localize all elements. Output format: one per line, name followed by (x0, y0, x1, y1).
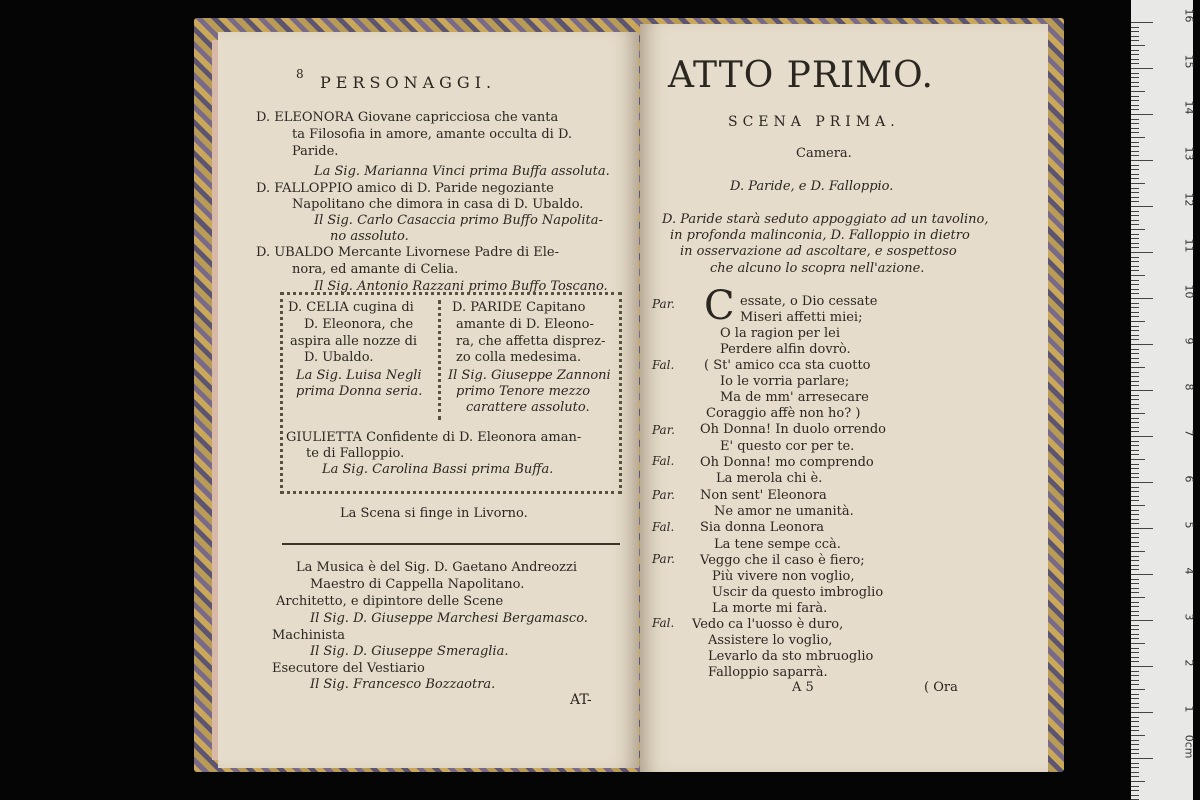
ruler-tick (1131, 537, 1139, 538)
ruler-tick (1131, 224, 1139, 225)
ruler-tick (1131, 454, 1139, 455)
ruler-tick (1131, 27, 1139, 28)
page-number: 8 (296, 67, 304, 81)
ruler-tick (1131, 675, 1139, 676)
ruler-tick (1131, 712, 1153, 713)
ruler-tick (1131, 703, 1139, 704)
ruler-tick (1131, 684, 1139, 685)
ruler-tick (1131, 45, 1145, 46)
ruler-label: 4 (1182, 567, 1196, 575)
dialogue-line: Sia donna Leonora (700, 520, 825, 535)
ruler-tick (1131, 510, 1139, 511)
ruler-tick (1131, 137, 1145, 138)
ruler-tick (1131, 174, 1139, 175)
ruler-tick (1131, 781, 1145, 782)
ruler-tick (1131, 261, 1139, 262)
ruler-tick (1131, 59, 1139, 60)
left-text-line: primo Tenore mezzo (456, 384, 591, 399)
speaker-label: Fal. (652, 616, 675, 630)
ruler-label: 14 (1182, 100, 1196, 115)
ruler-tick (1131, 105, 1139, 106)
ruler-tick (1131, 330, 1139, 331)
ruler-tick (1131, 643, 1145, 644)
dialogue-line: Ma de mm' arresecare (720, 390, 869, 405)
ruler-tick (1131, 211, 1139, 212)
left-text-line: Il Sig. Francesco Bozzaotra. (310, 677, 496, 692)
left-text-line: zo colla medesima. (456, 350, 582, 365)
ruler-tick (1131, 767, 1139, 768)
ruler-label: 3 (1182, 613, 1196, 621)
ruler-tick (1131, 183, 1145, 184)
scene-location: Camera. (796, 146, 852, 161)
left-text-line: amante di D. Eleono- (456, 317, 594, 332)
ruler-tick (1131, 307, 1139, 308)
catchword-right: ( Ora (924, 680, 958, 695)
ruler-tick (1131, 54, 1139, 55)
ruler-tick (1131, 312, 1139, 313)
ruler-tick (1131, 275, 1145, 276)
left-text-line: ta Filosofia in amore, amante occulta di D. (292, 127, 573, 142)
ruler-tick (1131, 473, 1139, 474)
ruler-tick (1131, 36, 1139, 37)
ruler-tick (1131, 178, 1139, 179)
left-text-line: GIULIETTA Confidente di D. Eleonora aman- (286, 430, 582, 445)
ruler-tick (1131, 772, 1139, 773)
ruler-tick (1131, 560, 1139, 561)
left-text-line: D. CELIA cugina di (288, 300, 414, 315)
ruler-tick (1131, 192, 1139, 193)
ruler-tick (1131, 464, 1139, 465)
ruler-tick (1131, 592, 1139, 593)
scene-heading: SCENA PRIMA. (728, 114, 900, 130)
left-text-line: D. ELEONORA Giovane capricciosa che vanta (256, 110, 559, 125)
ruler-tick (1131, 266, 1139, 267)
ruler-tick (1131, 528, 1153, 529)
ruler-tick (1131, 556, 1139, 557)
ruler-tick (1131, 234, 1139, 235)
ruler-tick (1131, 390, 1153, 391)
speaker-label: Par. (652, 423, 675, 437)
ruler-tick (1131, 615, 1139, 616)
ruler-tick (1131, 284, 1139, 285)
ruler-tick (1131, 280, 1139, 281)
ruler-tick (1131, 459, 1145, 460)
ruler-tick (1131, 344, 1153, 345)
ruler-tick (1131, 551, 1145, 552)
ruler-tick (1131, 413, 1145, 414)
ruler-tick (1131, 372, 1139, 373)
ruler-tick (1131, 740, 1139, 741)
ruler-tick (1131, 758, 1153, 759)
ruler-tick (1131, 339, 1139, 340)
ruler-tick (1131, 763, 1139, 764)
stage-direction-line: D. Paride starà seduto appoggiato ad un tavolino, (662, 212, 989, 227)
ruler-tick (1131, 500, 1139, 501)
dialogue-line: Perdere alfin dovrò. (720, 342, 851, 357)
catchword-left: AT- (570, 692, 592, 708)
ruler-tick (1131, 408, 1139, 409)
left-text-line: carattere assoluto. (466, 400, 590, 415)
personaggi-heading: PERSONAGGI. (320, 73, 497, 92)
ruler-tick (1131, 63, 1139, 64)
ruler-tick (1131, 109, 1139, 110)
left-text-line: Il Sig. Giuseppe Zannoni (448, 368, 611, 383)
ruler-tick (1131, 468, 1139, 469)
stage-direction-line: in osservazione ad ascoltare, e sospettoso (680, 244, 957, 259)
ruler-tick (1131, 73, 1139, 74)
ruler-tick (1131, 247, 1139, 248)
ruler-tick (1131, 565, 1139, 566)
left-text-line: La Sig. Marianna Vinci prima Buffa assoluta. (314, 164, 610, 179)
left-text-line: Maestro di Cappella Napolitano. (310, 577, 525, 592)
ruler-tick (1131, 316, 1139, 317)
cast-frame-divider (438, 300, 441, 420)
ruler-tick (1131, 487, 1139, 488)
ruler-tick (1131, 206, 1153, 207)
ruler-tick (1131, 514, 1139, 515)
ruler-tick (1131, 542, 1139, 543)
ruler-tick (1131, 404, 1139, 405)
ruler-tick (1131, 753, 1139, 754)
ruler-label: 1 (1182, 705, 1196, 713)
dialogue-line: Falloppio saparrà. (708, 665, 828, 680)
left-text-line: nora, ed amante di Celia. (292, 262, 459, 277)
left-text-line: La Sig. Luisa Negli (296, 368, 422, 383)
ruler-label: 15 (1182, 54, 1196, 69)
dialogue-line: essate, o Dio cessate (740, 294, 878, 309)
ruler-tick (1131, 776, 1139, 777)
ruler-tick (1131, 597, 1145, 598)
ruler-tick (1131, 652, 1139, 653)
ruler-tick (1131, 790, 1139, 791)
speaker-label: Par. (652, 297, 675, 311)
drop-cap: C (704, 283, 735, 329)
ruler-tick (1131, 786, 1139, 787)
ruler-tick (1131, 441, 1139, 442)
ruler-tick (1131, 91, 1145, 92)
left-text-line: Il Sig. D. Giuseppe Smeraglia. (310, 644, 509, 659)
ruler-tick (1131, 606, 1139, 607)
ruler-tick (1131, 795, 1139, 796)
dialogue-line: Ne amor ne umanità. (714, 504, 854, 519)
ruler-tick (1131, 298, 1153, 299)
ruler-tick (1131, 721, 1139, 722)
ruler-tick (1131, 680, 1139, 681)
left-text-line: Paride. (292, 144, 339, 159)
dialogue-line: La morte mi farà. (712, 601, 828, 616)
left-text-line: D. FALLOPPIO amico di D. Paride negoziante (256, 181, 554, 196)
ruler-tick (1131, 303, 1139, 304)
ruler-tick (1131, 730, 1139, 731)
ruler-label: 7 (1182, 429, 1196, 437)
ruler-tick (1131, 82, 1139, 83)
ruler-tick (1131, 142, 1139, 143)
left-text-line: D. Ubaldo. (304, 350, 374, 365)
ruler-tick (1131, 165, 1139, 166)
left-text-line: Il Sig. Antonio Razzani primo Buffo Toscano. (314, 279, 608, 294)
left-text-line: Il Sig. Carlo Casaccia primo Buffo Napolita- (314, 213, 603, 228)
ruler-tick (1131, 86, 1139, 87)
ruler-tick (1131, 602, 1139, 603)
ruler-tick (1131, 749, 1139, 750)
ruler-tick (1131, 726, 1139, 727)
ruler-tick (1131, 376, 1139, 377)
ruler-tick (1131, 546, 1139, 547)
ruler-tick (1131, 132, 1139, 133)
left-text-line: D. PARIDE Capitano (452, 300, 586, 315)
ruler-tick (1131, 523, 1139, 524)
dialogue-line: La tene sempe ccà. (714, 537, 841, 552)
ruler-tick (1131, 611, 1139, 612)
ruler-tick (1131, 431, 1139, 432)
stage-direction-line: che alcuno lo scopra nell'azione. (710, 261, 925, 276)
ruler-tick (1131, 491, 1139, 492)
ruler-tick (1131, 735, 1145, 736)
ruler-tick (1131, 119, 1139, 120)
dialogue-line: Miseri affetti miei; (740, 310, 863, 325)
ruler-tick (1131, 694, 1139, 695)
ruler-tick (1131, 160, 1153, 161)
ruler-tick (1131, 666, 1153, 667)
ruler-label: 8 (1182, 383, 1196, 391)
left-text-line: Architetto, e dipintore delle Scene (276, 594, 504, 609)
ruler-label: 10 (1182, 284, 1196, 299)
ruler-tick (1131, 385, 1139, 386)
ruler-tick (1131, 335, 1139, 336)
ruler-tick (1131, 215, 1139, 216)
left-text-line: Machinista (272, 628, 346, 643)
ruler-tick (1131, 252, 1153, 253)
ruler-tick (1131, 634, 1139, 635)
left-text-line: D. Eleonora, che (304, 317, 414, 332)
ruler-label: 0cm (1182, 734, 1196, 759)
ruler-tick (1131, 698, 1139, 699)
ruler-tick (1131, 395, 1139, 396)
dialogue-line: Veggo che il caso è fiero; (700, 553, 865, 568)
stage-direction-line: in profonda malinconia, D. Falloppio in dietro (670, 228, 970, 243)
ruler-label: 6 (1182, 475, 1196, 483)
ruler-tick (1131, 477, 1139, 478)
ruler-tick (1131, 574, 1153, 575)
ruler-label: 2 (1182, 659, 1196, 667)
ruler-tick (1131, 625, 1139, 626)
dialogue-line: Oh Donna! In duolo orrendo (700, 422, 887, 437)
ruler-tick (1131, 358, 1139, 359)
ruler-tick (1131, 717, 1139, 718)
ruler-tick (1131, 349, 1139, 350)
ruler-tick (1131, 229, 1145, 230)
ruler-tick (1131, 519, 1139, 520)
speaker-label: Par. (652, 552, 675, 566)
ruler-tick (1131, 77, 1139, 78)
left-text-line: Esecutore del Vestiario (272, 661, 425, 676)
ruler-tick (1131, 353, 1139, 354)
ruler-tick (1131, 620, 1153, 621)
ruler-label: 12 (1182, 192, 1196, 207)
ruler-tick (1131, 689, 1145, 690)
ruler-tick (1131, 436, 1153, 437)
dialogue-line: O la ragion per lei (720, 326, 840, 341)
ruler-tick (1131, 450, 1139, 451)
ruler-tick (1131, 569, 1139, 570)
ruler-tick (1131, 671, 1139, 672)
ruler-tick (1131, 367, 1145, 368)
speaker-label: Fal. (652, 454, 675, 468)
ruler-tick (1131, 100, 1139, 101)
left-text-line: La Sig. Carolina Bassi prima Buffa. (322, 462, 554, 477)
dialogue-line: Più vivere non voglio, (712, 569, 855, 584)
ruler-tick (1131, 146, 1139, 147)
left-text-line: te di Falloppio. (306, 446, 405, 461)
page-signature: A 5 (792, 680, 814, 695)
ruler-tick (1131, 321, 1145, 322)
measuring-ruler (1131, 0, 1196, 800)
ruler-tick (1131, 151, 1139, 152)
ruler-label: 11 (1182, 238, 1196, 253)
dialogue-line: La merola chi è. (716, 471, 823, 486)
ruler-tick (1131, 583, 1139, 584)
dialogue-line: Io le vorria parlare; (720, 374, 850, 389)
scene-characters: D. Paride, e D. Falloppio. (730, 179, 894, 194)
ruler-tick (1131, 638, 1139, 639)
ruler-tick (1131, 155, 1139, 156)
ruler-tick (1131, 505, 1145, 506)
dialogue-line: Non sent' Eleonora (700, 488, 827, 503)
dialogue-line: Vedo ca l'uosso è duro, (692, 617, 844, 632)
dialogue-line: Uscir da questo imbroglio (712, 585, 884, 600)
left-text-line: La Musica è del Sig. D. Gaetano Andreozzi (296, 560, 578, 575)
speaker-label: Par. (652, 488, 675, 502)
ruler-label: 13 (1182, 146, 1196, 161)
dialogue-line: Oh Donna! mo comprendo (700, 455, 874, 470)
left-text-line: Napolitano che dimora in casa di D. Ubaldo. (292, 197, 584, 212)
ruler-tick (1131, 579, 1139, 580)
ruler-tick (1131, 22, 1153, 23)
dialogue-line: E' questo cor per te. (720, 439, 855, 454)
ruler-tick (1131, 362, 1139, 363)
ruler-tick (1131, 399, 1139, 400)
ruler-tick (1131, 220, 1139, 221)
ruler-tick (1131, 707, 1139, 708)
ruler-tick (1131, 533, 1139, 534)
ruler-label: 16 (1182, 8, 1196, 23)
speaker-label: Fal. (652, 358, 675, 372)
dialogue-line: Coraggio affè non ho? ) (706, 406, 861, 421)
left-text-line: aspira alle nozze di (290, 334, 418, 349)
dialogue-line: Assistere lo voglio, (708, 633, 833, 648)
ruler-tick (1131, 123, 1139, 124)
left-text-line: no assoluto. (330, 229, 409, 244)
ruler-tick (1131, 661, 1139, 662)
ruler-tick (1131, 188, 1139, 189)
ruler-tick (1131, 588, 1139, 589)
ruler-tick (1131, 169, 1139, 170)
ruler-tick (1131, 648, 1139, 649)
divider-rule (282, 543, 620, 545)
ruler-tick (1131, 422, 1139, 423)
ruler-tick (1131, 238, 1139, 239)
ruler-tick (1131, 31, 1139, 32)
ruler-label: 9 (1182, 337, 1196, 345)
act-title: ATTO PRIMO. (668, 55, 934, 96)
ruler-tick (1131, 496, 1139, 497)
ruler-tick (1131, 243, 1139, 244)
left-text-line: prima Donna seria. (296, 384, 423, 399)
ruler-tick (1131, 289, 1139, 290)
ruler-tick (1131, 293, 1139, 294)
ruler-tick (1131, 418, 1139, 419)
dialogue-line: ( St' amico cca sta cuotto (704, 358, 871, 373)
ruler-tick (1131, 326, 1139, 327)
ruler-tick (1131, 201, 1139, 202)
left-text-line: ra, che affetta disprez- (456, 334, 606, 349)
ruler-tick (1131, 657, 1139, 658)
ruler-tick (1131, 629, 1139, 630)
dialogue-line: Levarlo da sto mbruoglio (708, 649, 874, 664)
ruler-tick (1131, 482, 1153, 483)
ruler-tick (1131, 270, 1139, 271)
ruler-tick (1131, 427, 1139, 428)
ruler-tick (1131, 50, 1139, 51)
ruler-tick (1131, 114, 1153, 115)
ruler-tick (1131, 40, 1139, 41)
left-text-line: La Scena si finge in Livorno. (340, 506, 528, 521)
ruler-tick (1131, 96, 1139, 97)
ruler-tick (1131, 128, 1139, 129)
left-text-line: Il Sig. D. Giuseppe Marchesi Bergamasco. (310, 611, 588, 626)
speaker-label: Fal. (652, 520, 675, 534)
ruler-tick (1131, 197, 1139, 198)
ruler-tick (1131, 381, 1139, 382)
ruler-tick (1131, 744, 1139, 745)
ruler-label: 5 (1182, 521, 1196, 529)
ruler-tick (1131, 257, 1139, 258)
ruler-tick (1131, 68, 1153, 69)
ruler-tick (1131, 445, 1139, 446)
left-text-line: D. UBALDO Mercante Livornese Padre di Ele- (256, 245, 559, 260)
